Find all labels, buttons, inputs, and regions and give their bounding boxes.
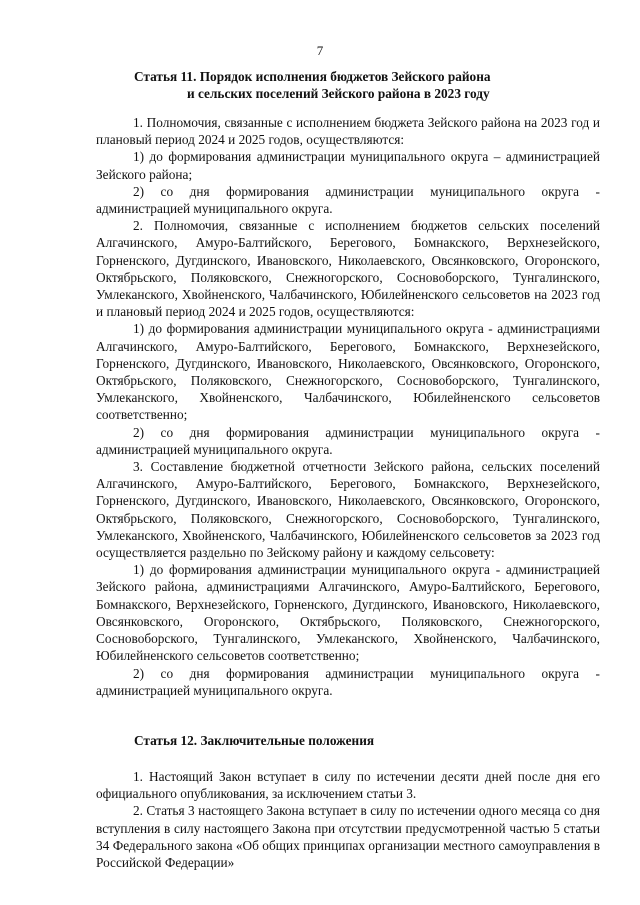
paragraph: 2) со дня формирования администрации муниципального округа - администрацией муниципального округа.: [96, 183, 600, 217]
paragraph: 2. Полномочия, связанные с исполнением бюджетов сельских поселений Алгачинского, Амуро-Балтийского, Берегового, Бомнакского, Верхнезейского, Горненского, Дугдинского, Ивановского, Николаевского, Овсянковского, Огоронского, Октябрьского, Поляковского, Снежногорского, Сосновоборского, Тунгалинского, Умлеканского, Хвойненского, Чалбачинского, Юбилейненского сельсоветов на 2023 год и плановый период 2024 и 2025 годов, осуществляются:: [96, 218, 600, 320]
paragraph: 1. Полномочия, связанные с исполнением бюджета Зейского района на 2023 год и плановый период 2024 и 2025 годов, осуществляются:: [96, 115, 600, 148]
article-12-body: [96, 768, 600, 871]
paragraph: 3. Составление бюджетной отчетности Зейского района, сельских поселений Алгачинского, Амуро-Балтийского, Берегового, Бомнакского, Верхнезейского, Горненского, Дугдинского, Ивановского, Николаевского, Овсянковского, Огоронского, Октябрьского, Поляковского, Снежногорского, Сосновоборского, Тунгалинского, Умлеканского, Хвойненского, Чалбачинского, Юбилейненского сельсоветов за 2023 год осуществляется раздельно по Зейскому району и каждому сельсовету:: [96, 459, 600, 561]
paragraph: 2) со дня формирования администрации муниципального округа - администрацией муниципального округа.: [96, 665, 600, 698]
paragraph: 2. Статья 3 настоящего Закона вступает в силу по истечении одного месяца со дня вступления в силу настоящего Закона при отсутствии предусмотренной частью 5 статьи 34 Федерального закона «Об общих принципах организации местного самоуправления в Российской Федерации»: [96, 803, 600, 871]
article-11-title-line-1: Статья 11. Порядок исполнения бюджетов Зейского района: [134, 69, 491, 84]
paragraph: 1) до формирования администрации муниципального округа - администрацией Зейского района, администрациями Алгачинского, Амуро-Балтийского, Берегового, Бомнакского, Верхнезейского, Горненского, Дугдинского, Ивановского, Николаевского, Овсянковского, Огоронского, Октябрьского, Поляковского, Снежногорского, Сосновоборского, Тунгалинского, Умлеканского, Хвойненского, Чалбачинского, Юбилейненского сельсоветов соответственно;: [96, 562, 600, 664]
article-12-heading: Статья 12. Заключительные положения: [134, 733, 375, 748]
paragraph: 1. Настоящий Закон вступает в силу по истечении десяти дней после дня его официального опубликования, за исключением статьи 3.: [96, 769, 600, 802]
paragraph: 1) до формирования администрации муниципального округа - администрациями Алгачинского, Амуро-Балтийского, Берегового, Бомнакского, Верхнезейского, Горненского, Дугдинского, Ивановского, Николаевского, Овсянковского, Огоронского, Октябрьского, Поляковского, Снежногорского, Сосновоборского, Тунгалинского, Умлеканского, Хвойненского, Чалбачинского, Юбилейненского сельсоветов соответственно;: [96, 321, 600, 423]
paragraph: 2) со дня формирования администрации муниципального округа - администрацией муниципального округа.: [96, 424, 600, 457]
article-11-title-line-2: и сельских поселений Зейского района в 2023 году: [187, 86, 490, 101]
page-number: 7: [316, 43, 324, 58]
article-11-body: [96, 114, 600, 699]
paragraph: 1) до формирования администрации муниципального округа – администрацией Зейского района;: [96, 149, 600, 182]
article-11-heading: [96, 68, 600, 102]
